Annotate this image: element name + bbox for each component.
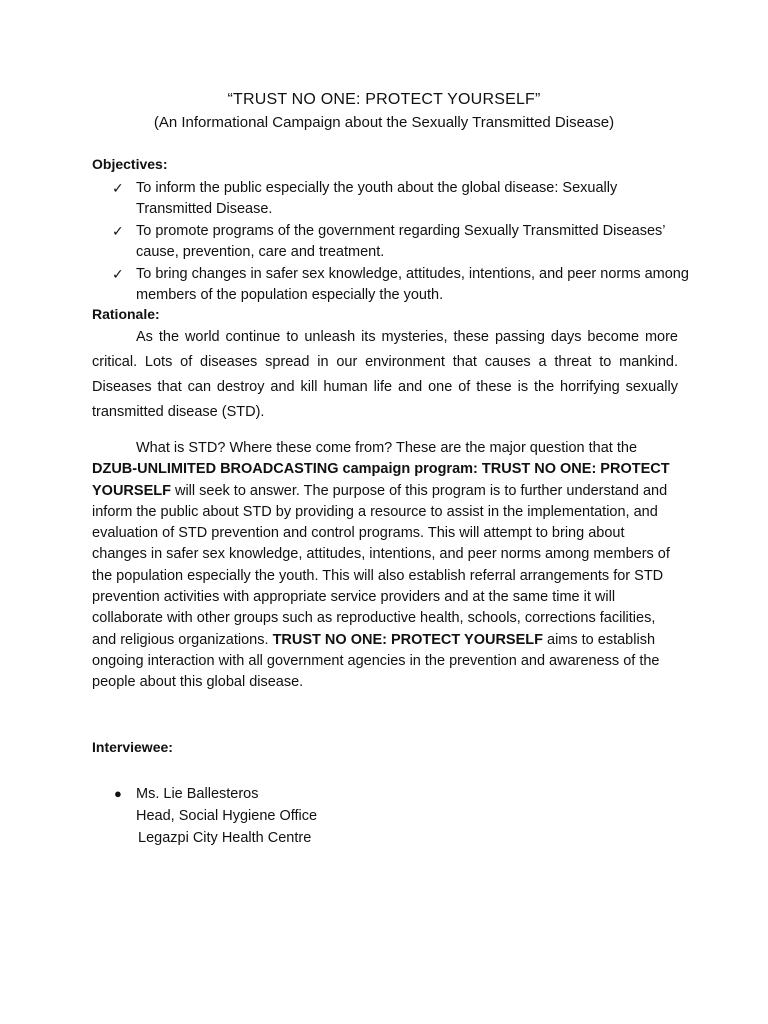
rationale-paragraph-2 bbox=[92, 438, 678, 694]
objective-text: To bring changes in safer sex knowledge, attitudes, intentions, and peer norms among members of the population especially the youth. bbox=[136, 266, 689, 303]
list-item bbox=[92, 783, 592, 849]
document-title: “TRUST NO ONE: PROTECT YOURSELF” bbox=[227, 91, 541, 108]
list-item bbox=[92, 178, 692, 220]
campaign-name-bold: TRUST NO ONE: PROTECT YOURSELF bbox=[272, 631, 543, 648]
objectives-list bbox=[92, 178, 692, 307]
bullet-icon: ● bbox=[114, 786, 122, 801]
objective-text: To inform the public especially the youth about the global disease: Sexually Transmitted Disease. bbox=[136, 180, 618, 217]
rationale-heading: Rationale: bbox=[92, 306, 160, 322]
document-subtitle: (An Informational Campaign about the Sexually Transmitted Disease) bbox=[153, 114, 615, 131]
list-item bbox=[92, 221, 692, 263]
checkmark-icon: ✓ bbox=[112, 223, 124, 239]
objectives-heading: Objectives: bbox=[92, 156, 168, 172]
checkmark-icon: ✓ bbox=[112, 266, 124, 282]
interviewee-heading: Interviewee: bbox=[92, 739, 173, 755]
interviewee-list bbox=[92, 783, 592, 849]
paragraph-text: will seek to answer. The purpose of this program is to further understand and inform the public about STD by providing a resource to assist in the implementation, and evaluation of STD prevention and control programs. This will attempt to bring about changes in safer sex knowledge, attitudes, intentions, and peer norms among members of the population especially the youth. This will also establish referral arrangements for STD prevention activities with appropriate service providers and at the same time it will collaborate with other groups such as reproductive health, schools, corrections facilities, and religious organizations. bbox=[92, 482, 670, 648]
rationale-paragraph-1 bbox=[92, 325, 678, 425]
interviewee-name: Ms. Lie Ballesteros bbox=[136, 786, 259, 802]
program-name-bold: DZUB-UNLIMITED BROADCASTING campaign program: TRUST NO ONE: PROTECT YOURSELF bbox=[92, 461, 670, 499]
list-item bbox=[92, 264, 692, 306]
rationale-text: As the world continue to unleash its mysteries, these passing days become more critical. Lots of diseases spread in our environment that causes a threat to mankind. Diseases that can destroy and kill human life and one of these is the horrifying sexually transmitted disease (STD). bbox=[92, 329, 678, 420]
interviewee-position: Head, Social Hygiene Office bbox=[136, 808, 318, 824]
interviewee-organization: Legazpi City Health Centre bbox=[138, 830, 312, 846]
objective-text: To promote programs of the government regarding Sexually Transmitted Diseases’ cause, prevention, care and treatment. bbox=[136, 223, 665, 260]
checkmark-icon: ✓ bbox=[112, 180, 124, 196]
paragraph-text: What is STD? Where these come from? These are the major question that the bbox=[136, 440, 638, 456]
paragraph-text: aims to establish ongoing interaction with all government agencies in the prevention and awareness of the people about this global disease. bbox=[92, 631, 660, 691]
